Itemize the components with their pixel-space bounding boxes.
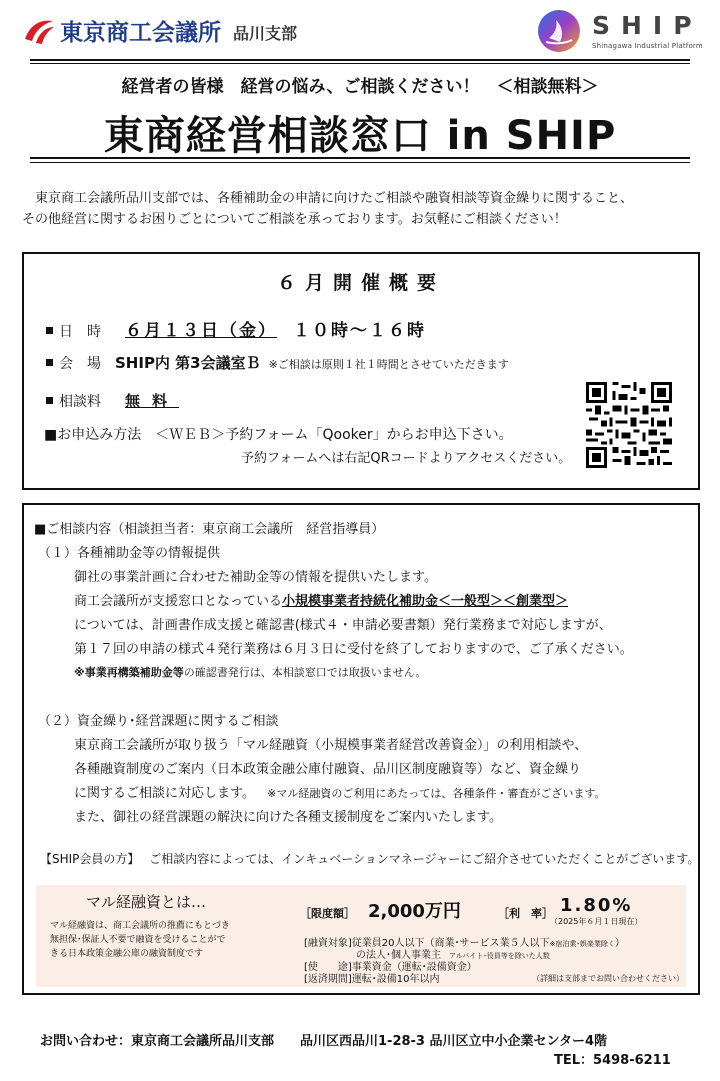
ship-logo-mark-icon (536, 8, 582, 54)
fee-row (46, 390, 179, 411)
intro-text (22, 188, 708, 230)
qr-code-icon[interactable] (586, 382, 672, 468)
use-label: [使 途] (304, 962, 352, 973)
fee-value: 無料 (125, 392, 180, 410)
time-value: １０時～１６時 (293, 321, 426, 341)
main-title: 東商経営相談窓口 in SHIP (103, 113, 617, 159)
ship-logo (536, 8, 703, 54)
apply-row: ■お申込み方法 ＜ＷＥＢ＞予約フォーム「Qooker」からお申込下さい。 (44, 427, 513, 443)
target-value-2: の法人･個人事業主 (356, 950, 441, 961)
marukei-desc-1: マル経融資は、商工会議所の推薦にもとづき (50, 921, 230, 931)
s2-line-3 (74, 782, 605, 801)
header-rule-bottom (30, 63, 690, 64)
s1-line-2 (74, 590, 568, 609)
member-note (40, 850, 699, 867)
bullet-square-icon (46, 359, 53, 366)
s2-line-1: 東京商工会議所が取り扱う「マル経融資（小規模事業者経営改善資金）」の利用相談や、 (74, 738, 588, 753)
target-close: ） (614, 938, 625, 949)
bullet-square-icon (46, 397, 53, 404)
fee-label: 相談料 (59, 394, 101, 410)
s2-line-2: 各種融資制度のご案内（日本政策金融公庫付融資、品川区制度融資等）など、資金繰り (74, 762, 582, 777)
marukei-desc-2: 無担保･保証人不要で融資を受けることがで (50, 935, 226, 945)
date-value: ６月１３日（金） (125, 321, 277, 341)
s2-line-3b: ※マル経融資のご利用にあたっては、各種条件・審査がございます。 (267, 787, 606, 800)
target-value: 従業員20人以下（商業･サービス業５人以下 (351, 938, 550, 949)
term-label: [返済期間] (304, 974, 352, 985)
tsr-logo (22, 14, 297, 47)
venue-row (46, 352, 509, 373)
term-value: 運転･設備10年以内 (351, 974, 440, 985)
s1-note-b: の確認書発行は、本相談窓口では取扱いません。 (183, 666, 427, 679)
tsr-logo-mark-icon (22, 17, 56, 45)
target-label: [融資対象] (304, 938, 352, 949)
limit-value: 2,000万円 (368, 901, 461, 922)
subsidy-name: 小規模事業者持続化補助金＜一般型＞＜創業型＞ (282, 594, 569, 609)
detail-note: （詳細は支部までお問い合わせください） (532, 974, 684, 983)
section-1-title: （１）各種補助金等の情報提供 (38, 546, 221, 561)
date-label: 日時 (59, 324, 115, 340)
s2-line-4: また、御社の経営課題の解決に向けた各種支援制度をご案内いたします。 (74, 810, 502, 825)
overview-box (22, 252, 700, 490)
org-name: 東京商工会議所 (60, 20, 221, 46)
s1-line-1: 御社の事業計画に合わせた補助金等の情報を提供いたします。 (74, 570, 437, 585)
ship-logo-text: SHIP (592, 10, 703, 40)
details-heading: ■ご相談内容（相談担当者：東京商工会議所 経営指導員） (34, 522, 385, 537)
term-row (304, 970, 440, 985)
marukei-panel (36, 885, 686, 987)
venue-value: SHIP内 第3会議室Ｂ (115, 354, 261, 372)
branch-name: 品川支部 (233, 23, 298, 43)
marukei-title: マル経融資とは… (86, 893, 207, 911)
marukei-desc (50, 919, 230, 961)
target-note: ※宿泊業･娯楽業除く (549, 940, 615, 948)
s1-note (74, 664, 426, 680)
intro-line-2: その他経営に関するお困りごとについてご相談を承っております。お気軽にご相談ください！ (22, 212, 567, 227)
member-label: 【SHIP会員の方】 (40, 852, 140, 866)
title-rule-bottom (30, 162, 690, 163)
limit-label: ［限度額］ (300, 907, 355, 920)
details-box (22, 503, 700, 995)
section-2-title: （２）資金繰り･経営課題に関するご相談 (38, 714, 279, 729)
header (0, 0, 720, 60)
s1-note-a: ※事業再構築補助金等 (74, 666, 184, 679)
bullet-square-icon (46, 327, 53, 334)
s1-line-2a: 商工会議所が支援窓口となっている (74, 594, 283, 609)
footer-tel: TEL：5498-6211 (554, 1053, 671, 1068)
date-row (46, 316, 426, 341)
marukei-desc-3: きる日本政策金融公庫の融資制度です (50, 949, 204, 959)
rate-label: ［利 率］ (498, 907, 553, 920)
subtitle: 経営者の皆様 経営の悩み、ご相談ください！ ＜相談無料＞ (121, 77, 599, 97)
s2-line-3a: に関するご相談に対応します。 (74, 786, 255, 801)
member-text: ご相談内容によっては、インキュベーションマネージャーにご紹介させていただくことがございます。 (149, 852, 700, 866)
footer-contact: お問い合わせ：東京商工会議所品川支部 品川区西品川1-28-3 品川区立中小企業センター4階 (40, 1034, 608, 1049)
rate-note: （2025年６月１日現在） (550, 917, 643, 926)
intro-line-1: 東京商工会議所品川支部では、各種補助金の申請に向けたご相談や融資相談等資金繰りに関すること、 (22, 191, 634, 206)
use-value: 事業資金（運転･設備資金） (351, 962, 477, 973)
header-rule-top (30, 59, 690, 61)
venue-label: 会 場 (59, 356, 101, 372)
title-rule-top (30, 157, 690, 159)
s1-line-3: については、計画書作成支援と確認書(様式４・申請必要書類）発行業務まで対応しますが、 (74, 618, 612, 633)
overview-title: ６月開催概要 (276, 272, 445, 294)
target-note-2: アルバイト･役員等を除いた人数 (449, 952, 550, 960)
rate-value: 1.80% (560, 895, 633, 916)
apply-note: 予約フォームへは右記QRコードよりアクセスください。 (241, 451, 572, 466)
ship-logo-subtext: Shinagawa Industrial Platform (592, 41, 703, 50)
s1-line-4: 第１７回の申請の様式４発行業務は６月３日に受付を終了しておりますので、ご了承ください。 (74, 642, 633, 657)
venue-note: ※ご相談は原則１社１時間とさせていただきます (268, 358, 509, 371)
